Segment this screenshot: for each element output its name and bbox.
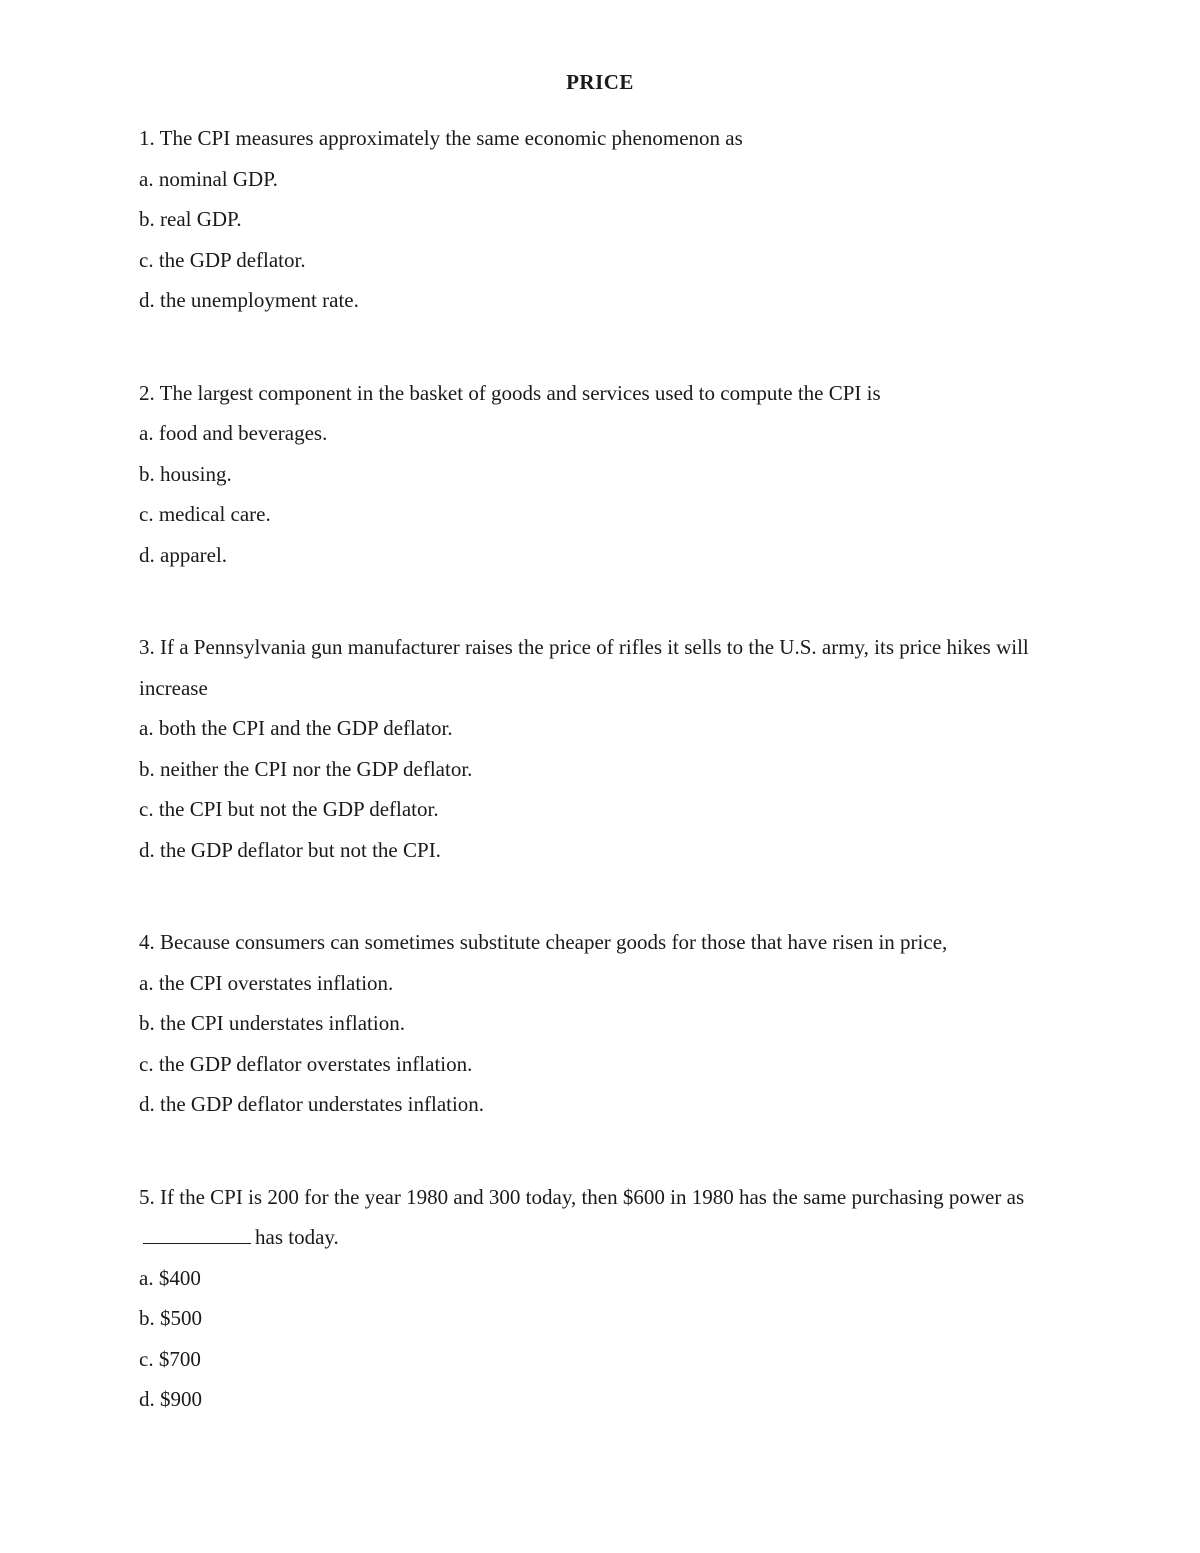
option-a: a. nominal GDP. — [139, 166, 278, 191]
option-a: a. food and beverages. — [139, 421, 328, 445]
option-c: c. medical care. — [139, 502, 271, 526]
question-list — [139, 118, 1059, 1472]
question-3 — [139, 627, 1059, 870]
option-d: d. $900 — [139, 1387, 202, 1411]
option-d: d. the unemployment rate. — [139, 288, 359, 312]
option-c: c. the GDP deflator overstates inflation. — [139, 1051, 473, 1076]
option-b: b. $500 — [139, 1306, 202, 1330]
question-2 — [139, 373, 1059, 576]
option-c: c. $700 — [139, 1346, 201, 1371]
option-b: b. housing. — [139, 461, 232, 486]
option-d: d. the GDP deflator but not the CPI. — [139, 837, 441, 862]
option-a: a. both the CPI and the GDP deflator. — [139, 716, 453, 740]
question-4 — [139, 922, 1059, 1125]
option-b: b. neither the CPI nor the GDP deflator. — [139, 756, 473, 781]
option-b: b. real GDP. — [139, 207, 242, 231]
option-a: a. the CPI overstates inflation. — [139, 970, 394, 995]
question-text: 4. Because consumers can sometimes substitute cheaper goods for those that have risen in price, — [139, 930, 948, 954]
option-d: d. apparel. — [139, 542, 228, 567]
question-text — [139, 1177, 1059, 1258]
question-1 — [139, 118, 1059, 321]
option-c: c. the CPI but not the GDP deflator. — [139, 797, 439, 821]
question-5 — [139, 1177, 1059, 1420]
answer-blank — [143, 1225, 251, 1244]
question-text-before-blank: 5. If the CPI is 200 for the year 1980 and 300 today, then $600 in 1980 has the same purchasing power as — [139, 1184, 1025, 1209]
question-text: 2. The largest component in the basket of goods and services used to compute the CPI is — [139, 380, 881, 405]
option-d: d. the GDP deflator understates inflation. — [139, 1092, 485, 1116]
option-b: b. the CPI understates inflation. — [139, 1011, 405, 1035]
question-text-after-blank: has today. — [255, 1225, 339, 1249]
page-title: PRICE — [566, 70, 634, 94]
option-c: c. the GDP deflator. — [139, 247, 306, 272]
question-text: 3. If a Pennsylvania gun manufacturer raises the price of rifles it sells to the U.S. army, its price hikes will increase — [139, 635, 1029, 700]
option-a: a. $400 — [139, 1265, 201, 1290]
question-text: 1. The CPI measures approximately the same economic phenomenon as — [139, 126, 743, 150]
